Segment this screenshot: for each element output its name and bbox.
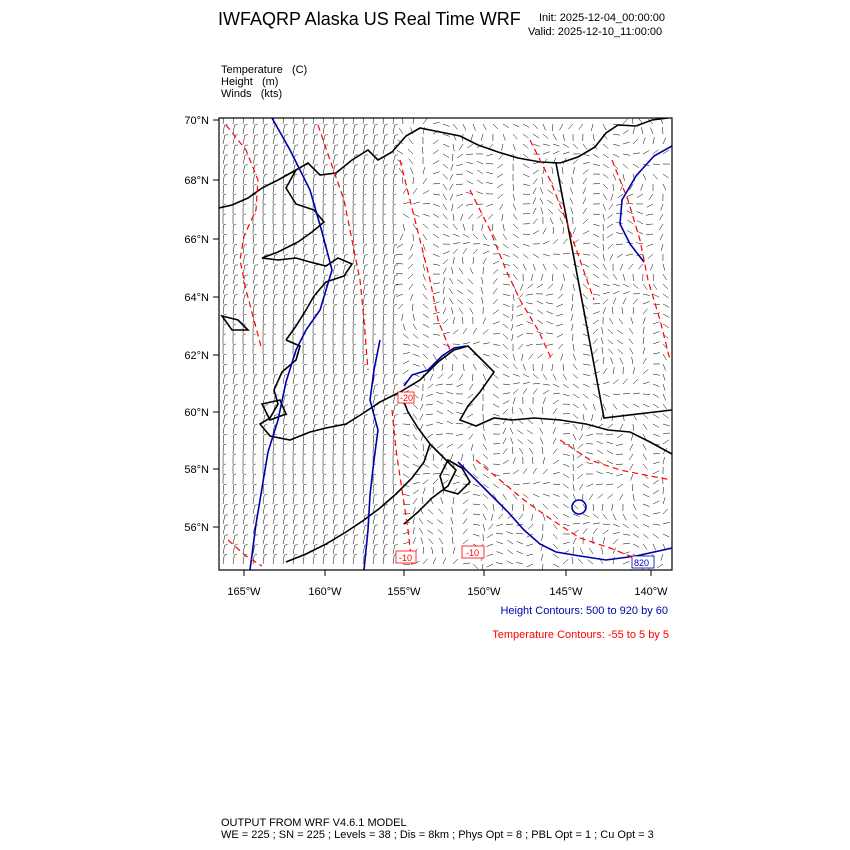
lon-label: 150°W xyxy=(467,586,501,598)
lon-axis xyxy=(244,570,651,576)
lat-axis xyxy=(213,120,219,527)
field-name: Height xyxy=(221,76,253,88)
lat-label: 56°N xyxy=(184,522,209,534)
lat-label: 68°N xyxy=(184,175,209,187)
valid-time: Valid: 2025-12-10_11:00:00 xyxy=(528,26,663,38)
lon-label: 155°W xyxy=(387,586,421,598)
lat-label: 60°N xyxy=(184,407,209,419)
chart-title: IWFAQRP Alaska US Real Time WRF xyxy=(218,9,521,29)
temp-label: -10 xyxy=(466,548,480,558)
field-unit: (m) xyxy=(261,76,279,88)
height-contours-note: Height Contours: 500 to 920 by 60 xyxy=(500,605,668,617)
lon-label: 165°W xyxy=(227,586,261,598)
temperature-contours-note: Temperature Contours: -55 to 5 by 5 xyxy=(492,629,669,641)
lat-label: 58°N xyxy=(184,464,209,476)
height-label: 820 xyxy=(634,558,650,568)
lat-label: 70°N xyxy=(184,115,209,127)
lat-label: 66°N xyxy=(184,234,209,246)
lon-label: 160°W xyxy=(308,586,342,598)
temp-label: -20 xyxy=(400,393,414,403)
model-output-line: OUTPUT FROM WRF V4.6.1 MODEL xyxy=(221,817,407,829)
model-config-line: WE = 225 ; SN = 225 ; Levels = 38 ; Dis = 8km ; Phys Opt = 8 ; PBL Opt = 1 ; Cu Opt = 3 xyxy=(221,829,654,841)
lat-label: 64°N xyxy=(184,292,209,304)
lon-label: 140°W xyxy=(634,586,668,598)
field-name: Winds xyxy=(221,88,252,100)
lat-label: 62°N xyxy=(184,350,209,362)
init-time: Init: 2025-12-04_00:00:00 xyxy=(539,12,665,24)
field-unit: (C) xyxy=(291,64,308,76)
field-unit: (kts) xyxy=(260,88,283,100)
field-name: Temperature xyxy=(221,64,283,76)
lon-label: 145°W xyxy=(549,586,583,598)
temp-label: -10 xyxy=(399,553,413,563)
